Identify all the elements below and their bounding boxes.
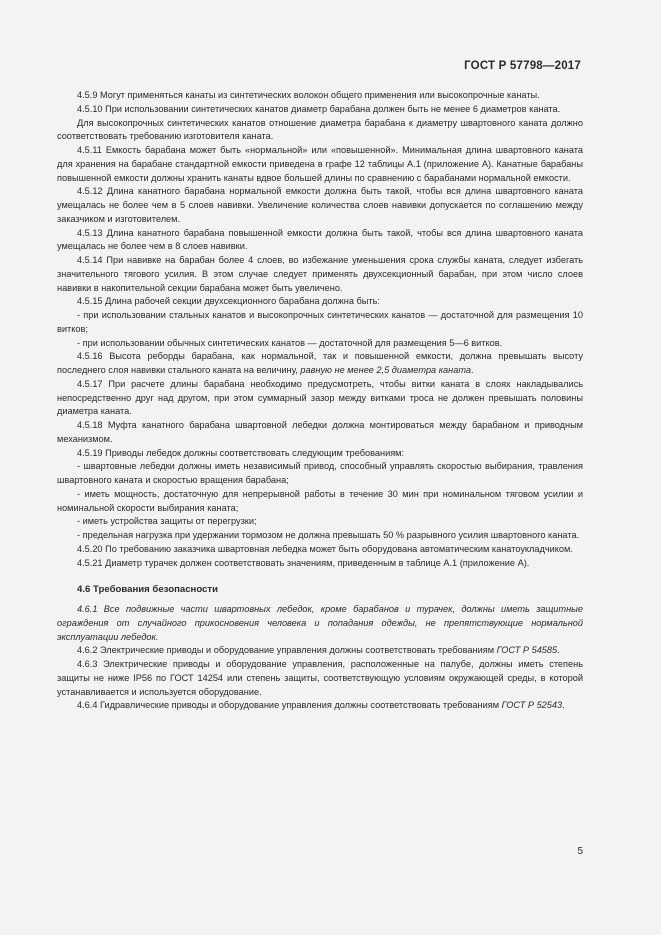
paragraph-4-6-4: 4.6.4 Гидравлические приводы и оборудование управления должны соответствовать требованиям ГОСТ Р 52543. xyxy=(77,700,565,711)
document-standard-id: ГОСТ Р 57798—2017 xyxy=(464,60,581,72)
paragraph-4-5-12: 4.5.12 Длина канатного барабана нормальной емкости должна быть такой, чтобы вся длина швартовного каната умещалась не более чем в 5 слоев навивки. Увеличение количества слоев навивки допускается по соглашению между заказчиком и изготовителем. xyxy=(57,186,583,224)
list-item-power: - иметь мощность, достаточную для непрерывной работы в течение 30 мин при номинальном тяговом усилии и номинальной скорости выбирания каната; xyxy=(57,488,583,513)
list-item-independent-drive: - швартовные лебедки должны иметь независимый привод, способный управлять скоростью выбирания, травления швартовного каната и скоростью вращения барабана; xyxy=(57,461,583,485)
paragraph-4-6-2: 4.6.2 Электрические приводы и оборудование управления должны соответствовать требованиям ГОСТ Р 54585. xyxy=(77,645,560,656)
paragraph-high-strength-ropes: Для высокопрочных синтетических канатов отношение диаметра барабана к диаметру швартовного каната должно соответствовать требованию изготовителя каната. xyxy=(57,117,583,142)
paragraph-4-5-15: 4.5.15 Длина рабочей секции двухсекционного барабана должна быть: xyxy=(77,296,380,307)
document-body xyxy=(57,89,583,713)
paragraph-4-5-18: 4.5.18 Муфта канатного барабана швартовной лебедки должна монтироваться между барабаном и приводным механизмом. xyxy=(57,420,583,444)
standard-reference: ГОСТ Р 54585 xyxy=(496,645,558,656)
paragraph-4-5-9: 4.5.9 Могут применяться канаты из синтетических волокон общего применения или высокопрочные канаты. xyxy=(77,90,540,100)
paragraph-4-5-10: 4.5.10 При использовании синтетических канатов диаметр барабана должен быть не менее 6 диаметров каната. xyxy=(77,103,561,114)
list-item-brake-load: - предельная нагрузка при удержании тормозом не должна превышать 50 % разрывного усилия швартовного каната. xyxy=(77,530,580,540)
list-item-synthetic-ropes: - при использовании обычных синтетических канатов — достаточной для размещения 5—6 витков. xyxy=(77,337,503,348)
paragraph-4-5-21: 4.5.21 Диаметр турачек должен соответствовать значениям, приведенным в таблице А.1 (приложение А). xyxy=(77,557,530,568)
page-number: 5 xyxy=(577,846,583,857)
paragraph-4-5-16: 4.5.16 Высота реборды барабана, как нормальной, так и повышенной емкости, должна превышать высоту последнего слоя навивки стального каната на величину, равную не менее 2,5 диаметра каната. xyxy=(57,351,583,375)
paragraph-4-5-13: 4.5.13 Длина канатного барабана повышенной емкости должна быть такой, чтобы вся длина швартовного каната умещалась не более чем в 8 слоев навивки. xyxy=(57,227,583,252)
paragraph-4-5-17: 4.5.17 При расчете длины барабана необходимо предусмотреть, чтобы витки каната в слоях накладывались непосредственно друг над другом, при этом суммарный зазор между витками троса не должен превышать половины диаметра каната. xyxy=(57,378,583,417)
paragraph-4-6-3: 4.6.3 Электрические приводы и оборудование управления, расположенные на палубе, должны иметь степень защиты не ниже IP56 по ГОСТ 14254 или степень защиты, соответствующую условиям окружающей среды, в которой устанавливается и используется оборудование. xyxy=(57,659,583,697)
paragraph-4-5-19: 4.5.19 Приводы лебедок должны соответствовать следующим требованиям: xyxy=(77,447,405,458)
section-title-4-6: 4.6 Требования безопасности xyxy=(77,584,218,596)
list-item-overload-protection: - иметь устройства защиты от перегрузки; xyxy=(77,516,257,527)
list-item-steel-ropes: - при использовании стальных канатов и высокопрочных синтетических канатов — достаточной для размещения 10 витков; xyxy=(57,310,583,334)
paragraph-4-5-20: 4.5.20 По требованию заказчика швартовная лебедка может быть оборудована автоматическим канатоукладчиком. xyxy=(77,543,573,554)
paragraph-4-5-14: 4.5.14 При навивке на барабан более 4 слоев, во избежание уменьшения срока службы каната, следует избегать значительного тягового усилия. В этом случае следует применять двухсекционный барабан, при этом число слоев навивки в накопительной секции барабана может быть увеличено. xyxy=(57,255,583,293)
standard-reference: ГОСТ Р 52543 xyxy=(501,700,563,711)
section-spacer xyxy=(57,570,583,583)
paragraph-4-6-1: 4.6.1 Все подвижные части швартовных лебедок, кроме барабанов и турачек, должны иметь защитные ограждения от случайного прикосновения человека и попадания одежды, не препятствующие нормальной эксплуатации лебедок. xyxy=(57,604,583,642)
paragraph-4-5-11: 4.5.11 Емкость барабана может быть «нормальной» или «повышенной». Минимальная длина швартовного каната для хранения на барабане стандартной емкости приведена в графе 12 таблицы А.1 (приложение А). Канатные барабаны повышенной емкости должны хранить канаты вдвое большей длины по сравнению с барабанами нормальной емкости. xyxy=(57,145,583,183)
italic-emphasis: равную не менее 2,5 диаметра каната xyxy=(300,365,471,375)
